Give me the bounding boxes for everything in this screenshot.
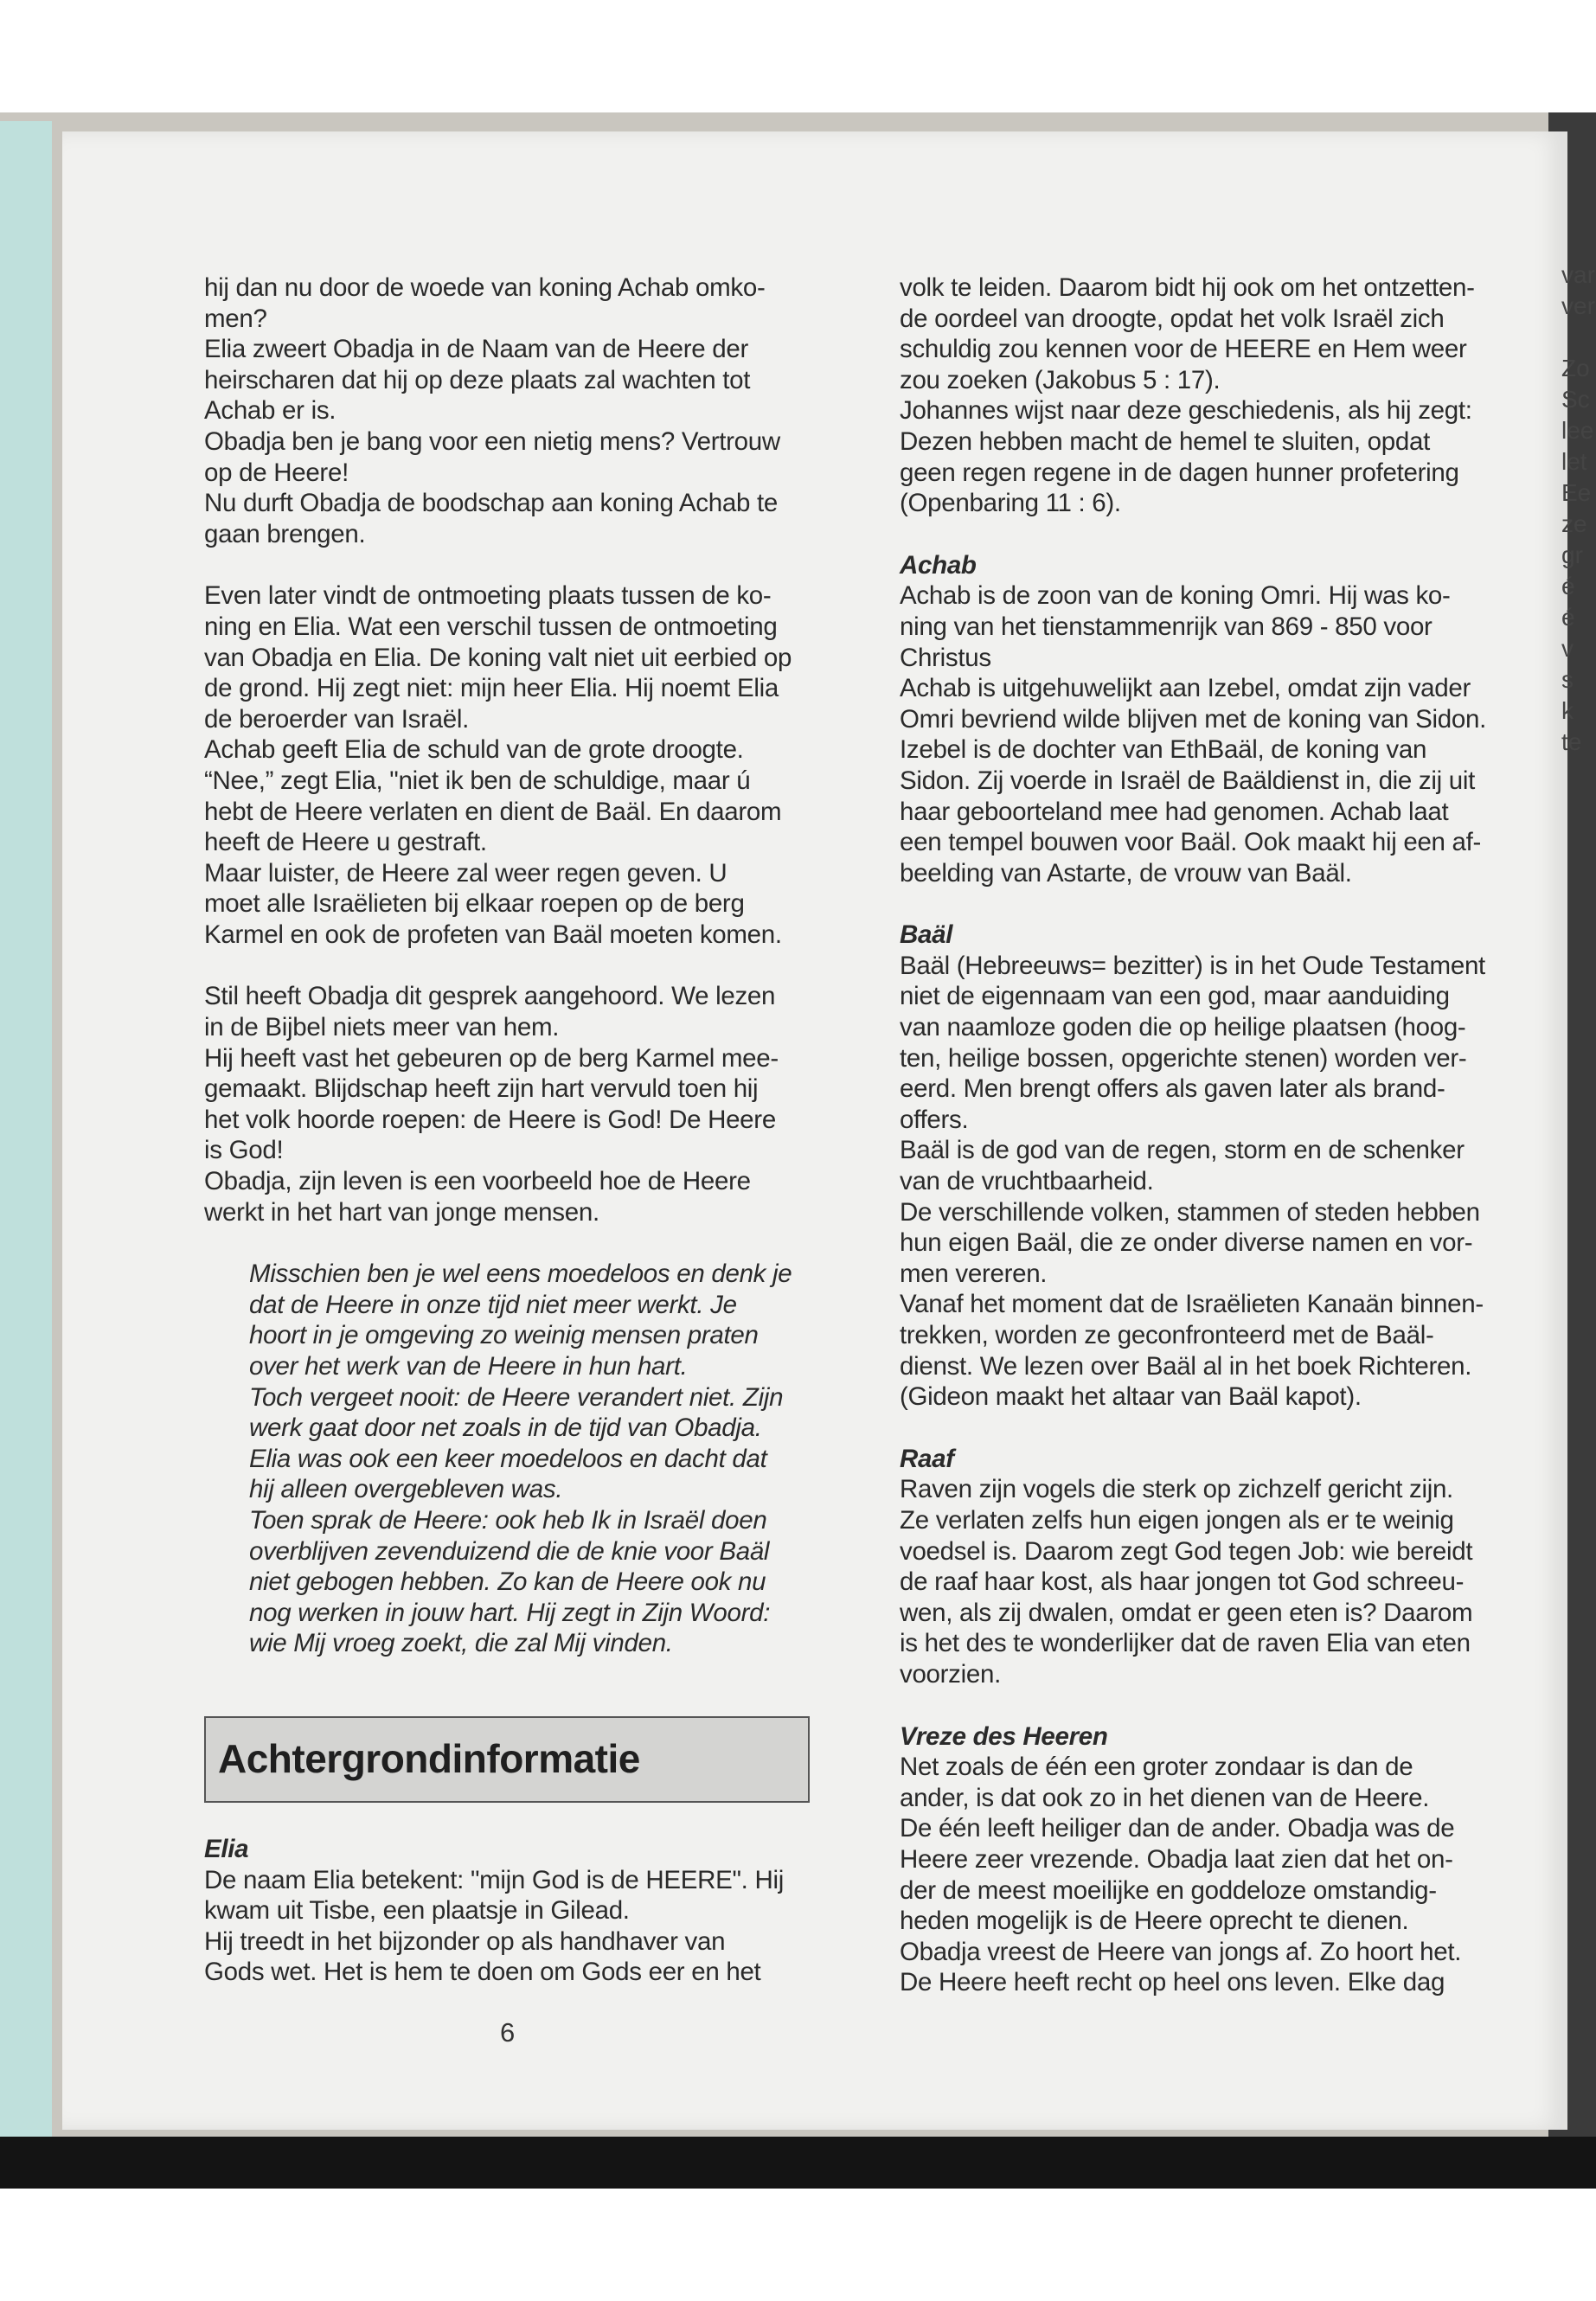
text-line: Heere zeer vrezende. Obadja laat zien dat het on-: [900, 1844, 1453, 1874]
text-line: “Nee,” zegt Elia, "niet ik ben de schuldige, maar ú: [204, 766, 751, 795]
text-line: voedsel is. Daarom zegt God tegen Job: wie bereidt: [900, 1536, 1473, 1566]
text-line: ander, is dat ook zo in het dienen van de Heere.: [900, 1783, 1430, 1812]
text-line: volk te leiden. Daarom bidt hij ook om het ontzetten-: [900, 273, 1475, 302]
text-line: is het des te wonderlijker dat de raven Elia van eten: [900, 1629, 1471, 1658]
peek-fragment: ver: [1561, 292, 1595, 319]
text-line: zou zoeken (Jakobus 5 : 17).: [900, 365, 1221, 394]
text-line: Sidon. Zij voerde in Israël de Baäldienst in, die zij uit: [900, 766, 1476, 795]
text-line: werkt in het hart van jonge mensen.: [204, 1197, 599, 1227]
text-line: Stil heeft Obadja dit gesprek aangehoord. We lezen: [204, 982, 776, 1011]
text-line: niet gebogen hebben. Zo kan de Heere ook nu: [249, 1567, 766, 1597]
peek-fragment: k: [1561, 697, 1574, 724]
page-stack-left: [0, 121, 52, 2154]
text-line: Misschien ben je wel eens moedeloos en denk je: [249, 1259, 792, 1289]
text-line: in de Bijbel niets meer van hem.: [204, 1013, 560, 1042]
text-line: geen regen regene in de dagen hunner profetering: [900, 458, 1459, 487]
text-line: Dezen hebben macht de hemel te sluiten, opdat: [900, 426, 1430, 456]
text-line: De Heere heeft recht op heel ons leven. Elke dag: [900, 1968, 1445, 1997]
text-line: De één leeft heiliger dan de ander. Obadja was de: [900, 1814, 1455, 1843]
text-line: kwam uit Tisbe, een plaatsje in Gilead.: [204, 1896, 630, 1926]
text-line: Toch vergeet nooit: de Heere verandert niet. Zijn: [249, 1382, 784, 1412]
text-line: van naamloze goden die op heilige plaatsen (hoog-: [900, 1013, 1466, 1042]
peek-fragment: lee: [1561, 417, 1594, 444]
text-line: (Gideon maakt het altaar van Baäl kapot).: [900, 1382, 1362, 1412]
text-line: Gods wet. Het is hem te doen om Gods eer en het: [204, 1958, 761, 1987]
peek-fragment: v: [1561, 635, 1574, 662]
text-line: Izebel is de dochter van EthBaäl, de koning van: [900, 735, 1427, 765]
text-line: Obadja vreest de Heere van jongs af. Zo hoort het.: [900, 1937, 1462, 1966]
text-line: Ze verlaten zelfs hun eigen jongen als er te weinig: [900, 1505, 1454, 1535]
text-line: Net zoals de één een groter zondaar is dan de: [900, 1753, 1413, 1782]
left-para-3: [204, 981, 823, 1227]
text-line: heden mogelijk is de Heere oprecht te dienen.: [900, 1907, 1409, 1936]
text-line: gaan brengen.: [204, 519, 366, 548]
text-line: Elia was ook een keer moedeloos en dacht dat: [249, 1444, 767, 1473]
achab-text: [900, 580, 1514, 888]
text-line: heirscharen dat hij op deze plaats zal wachten tot: [204, 365, 751, 394]
right-para-1: [900, 272, 1514, 519]
meditation-block: [204, 1259, 823, 1659]
peek-fragment: s: [1561, 666, 1574, 693]
text-line: Achab geeft Elia de schuld van de grote droogte.: [204, 735, 744, 765]
text-line: hij dan nu door de woede van koning Achab omko-: [204, 273, 766, 302]
text-line: men vereren.: [900, 1259, 1048, 1288]
text-line: Raven zijn vogels die sterk op zichzelf gericht zijn.: [900, 1475, 1453, 1504]
peek-fragment: gr: [1561, 542, 1583, 568]
text-line: dienst. We lezen over Baäl al in het boek Richteren.: [900, 1351, 1472, 1381]
term-raaf: Raaf: [900, 1444, 954, 1473]
text-line: niet de eigennaam van een god, maar aanduiding: [900, 982, 1450, 1011]
baal-text: [900, 951, 1514, 1413]
text-line: Obadja ben je bang voor een nietig mens? Vertrouw: [204, 426, 780, 456]
text-line: een tempel bouwen voor Baäl. Ook maakt hij een af-: [900, 828, 1482, 857]
text-line: Achab er is.: [204, 396, 337, 426]
text-line: moet alle Israëlieten bij elkaar roepen op de berg: [204, 889, 745, 919]
vreze-text: [900, 1752, 1514, 1998]
text-line: Elia zweert Obadja in de Naam van de Heere der: [204, 335, 748, 364]
book-bottom-edge: [0, 2137, 1596, 2189]
text-line: de oordeel van droogte, opdat het volk Israël zich: [900, 304, 1445, 333]
next-page-peek: [1561, 260, 1596, 1384]
text-line: hebt de Heere verlaten en dient de Baäl. En daarom: [204, 797, 782, 826]
text-line: Even later vindt de ontmoeting plaats tussen de ko-: [204, 581, 772, 611]
text-line: der de meest moeilijke en goddeloze omstandig-: [900, 1875, 1437, 1905]
text-line: Baäl is de god van de regen, storm en de schenker: [900, 1136, 1465, 1165]
left-column: [204, 272, 823, 1988]
text-line: op de Heere!: [204, 458, 349, 487]
peek-fragment: Zo: [1561, 355, 1590, 381]
text-line: heeft de Heere u gestraft.: [204, 828, 487, 857]
peek-fragment: te: [1561, 728, 1582, 755]
text-line: Vanaf het moment dat de Israëlieten Kanaän binnen-: [900, 1290, 1484, 1319]
peek-fragment: Ee: [1561, 479, 1592, 506]
text-line: de raaf haar kost, als haar jongen tot God schreeu-: [900, 1567, 1465, 1597]
text-line: Omri bevriend wilde blijven met de koning van Sidon.: [900, 704, 1487, 734]
text-line: ten, heilige bossen, opgerichte stenen) worden ver-: [900, 1043, 1467, 1073]
text-line: haar geboorteland mee had genomen. Achab laat: [900, 797, 1449, 826]
peek-fragment: let: [1561, 448, 1587, 475]
text-line: wie Mij vroeg zoekt, die zal Mij vinden.: [249, 1629, 673, 1658]
elia-text: [204, 1865, 823, 1988]
peek-fragment: [1561, 322, 1596, 353]
text-line: beelding van Astarte, de vrouw van Baäl.: [900, 858, 1352, 888]
text-line: wen, als zij dwalen, omdat er geen eten is? Daarom: [900, 1598, 1473, 1627]
text-line: werk gaat door net zoals in de tijd van Obadja.: [249, 1413, 762, 1443]
section-title: Achtergrondinformatie: [218, 1736, 640, 1782]
peek-fragment: var: [1561, 261, 1595, 288]
text-line: gemaakt. Blijdschap heeft zijn hart vervuld toen hij: [204, 1074, 759, 1104]
text-line: ning en Elia. Wat een verschil tussen de ontmoeting: [204, 612, 778, 641]
term-baal: Baäl: [900, 920, 953, 950]
term-achab: Achab: [900, 550, 977, 580]
text-line: trekken, worden ze geconfronteerd met de Baäl-: [900, 1321, 1434, 1349]
text-line: dat de Heere in onze tijd niet meer werkt. Je: [249, 1290, 737, 1319]
text-line: is God!: [204, 1136, 284, 1165]
text-line: Toen sprak de Heere: ook heb Ik in Israël doen: [249, 1505, 767, 1535]
text-line: over het werk van de Heere in hun hart.: [249, 1352, 688, 1381]
section-header-box: [204, 1716, 810, 1803]
text-line: voorzien.: [900, 1659, 1001, 1689]
text-line: schuldig zou kennen voor de HEERE en Hem weer: [900, 335, 1467, 364]
text-line: eerd. Men brengt offers als gaven later als brand-: [900, 1074, 1445, 1104]
peek-fragment: é: [1561, 604, 1575, 631]
text-line: Nu durft Obadja de boodschap aan koning Achab te: [204, 489, 778, 518]
text-line: Karmel en ook de profeten van Baäl moeten komen.: [204, 920, 782, 949]
text-line: Johannes wijst naar deze geschiedenis, als hij zegt:: [900, 396, 1472, 426]
text-line: Achab is uitgehuwelijkt aan Izebel, omdat zijn vader: [900, 674, 1471, 703]
text-line: Achab is de zoon van de koning Omri. Hij was ko-: [900, 581, 1451, 611]
text-line: het volk hoorde roepen: de Heere is God! De Heere: [204, 1105, 776, 1134]
text-line: Hij heeft vast het gebeuren op de berg Karmel mee-: [204, 1043, 779, 1073]
text-line: de beroerder van Israël.: [204, 704, 470, 734]
text-line: overblijven zevenduizend die de knie voor Baäl: [249, 1536, 770, 1566]
left-para-1: [204, 272, 823, 549]
text-line: Christus: [900, 643, 991, 672]
text-line: (Openbaring 11 : 6).: [900, 489, 1121, 518]
text-line: men?: [204, 304, 267, 333]
text-line: de grond. Hij zegt niet: mijn heer Elia. Hij noemt Elia: [204, 674, 779, 703]
left-para-2: [204, 580, 823, 950]
text-line: offers.: [900, 1105, 969, 1134]
text-line: van Obadja en Elia. De koning valt niet uit eerbied op: [204, 643, 792, 672]
peek-fragment: Sc: [1561, 386, 1590, 413]
text-line: De naam Elia betekent: "mijn God is de HEERE". Hij: [204, 1865, 784, 1894]
text-line: ning van het tienstammenrijk van 869 - 850 voor: [900, 612, 1433, 641]
raaf-text: [900, 1474, 1514, 1689]
term-elia: Elia: [204, 1834, 249, 1863]
text-line: Maar luister, de Heere zal weer regen geven. U: [204, 858, 727, 888]
text-line: hij alleen overgebleven was.: [249, 1475, 563, 1504]
text-line: Obadja, zijn leven is een voorbeeld hoe de Heere: [204, 1167, 751, 1196]
text-line: Hij treedt in het bijzonder op als handhaver van: [204, 1926, 726, 1956]
peek-fragment: ze: [1561, 510, 1587, 537]
term-vreze: Vreze des Heeren: [900, 1721, 1108, 1751]
peek-fragment: é: [1561, 573, 1575, 599]
text-line: De verschillende volken, stammen of steden hebben: [900, 1197, 1480, 1227]
text-line: hoort in je omgeving zo weinig mensen praten: [249, 1321, 759, 1350]
right-column: [900, 272, 1514, 1998]
text-line: hun eigen Baäl, die ze onder diverse namen en vor-: [900, 1228, 1473, 1258]
page-number: 6: [500, 2017, 516, 2048]
text-line: van de vruchtbaarheid.: [900, 1167, 1154, 1196]
text-line: Baäl (Hebreeuws= bezitter) is in het Oude Testament: [900, 951, 1485, 980]
text-line: nog werken in jouw hart. Hij zegt in Zijn Woord:: [249, 1598, 771, 1627]
